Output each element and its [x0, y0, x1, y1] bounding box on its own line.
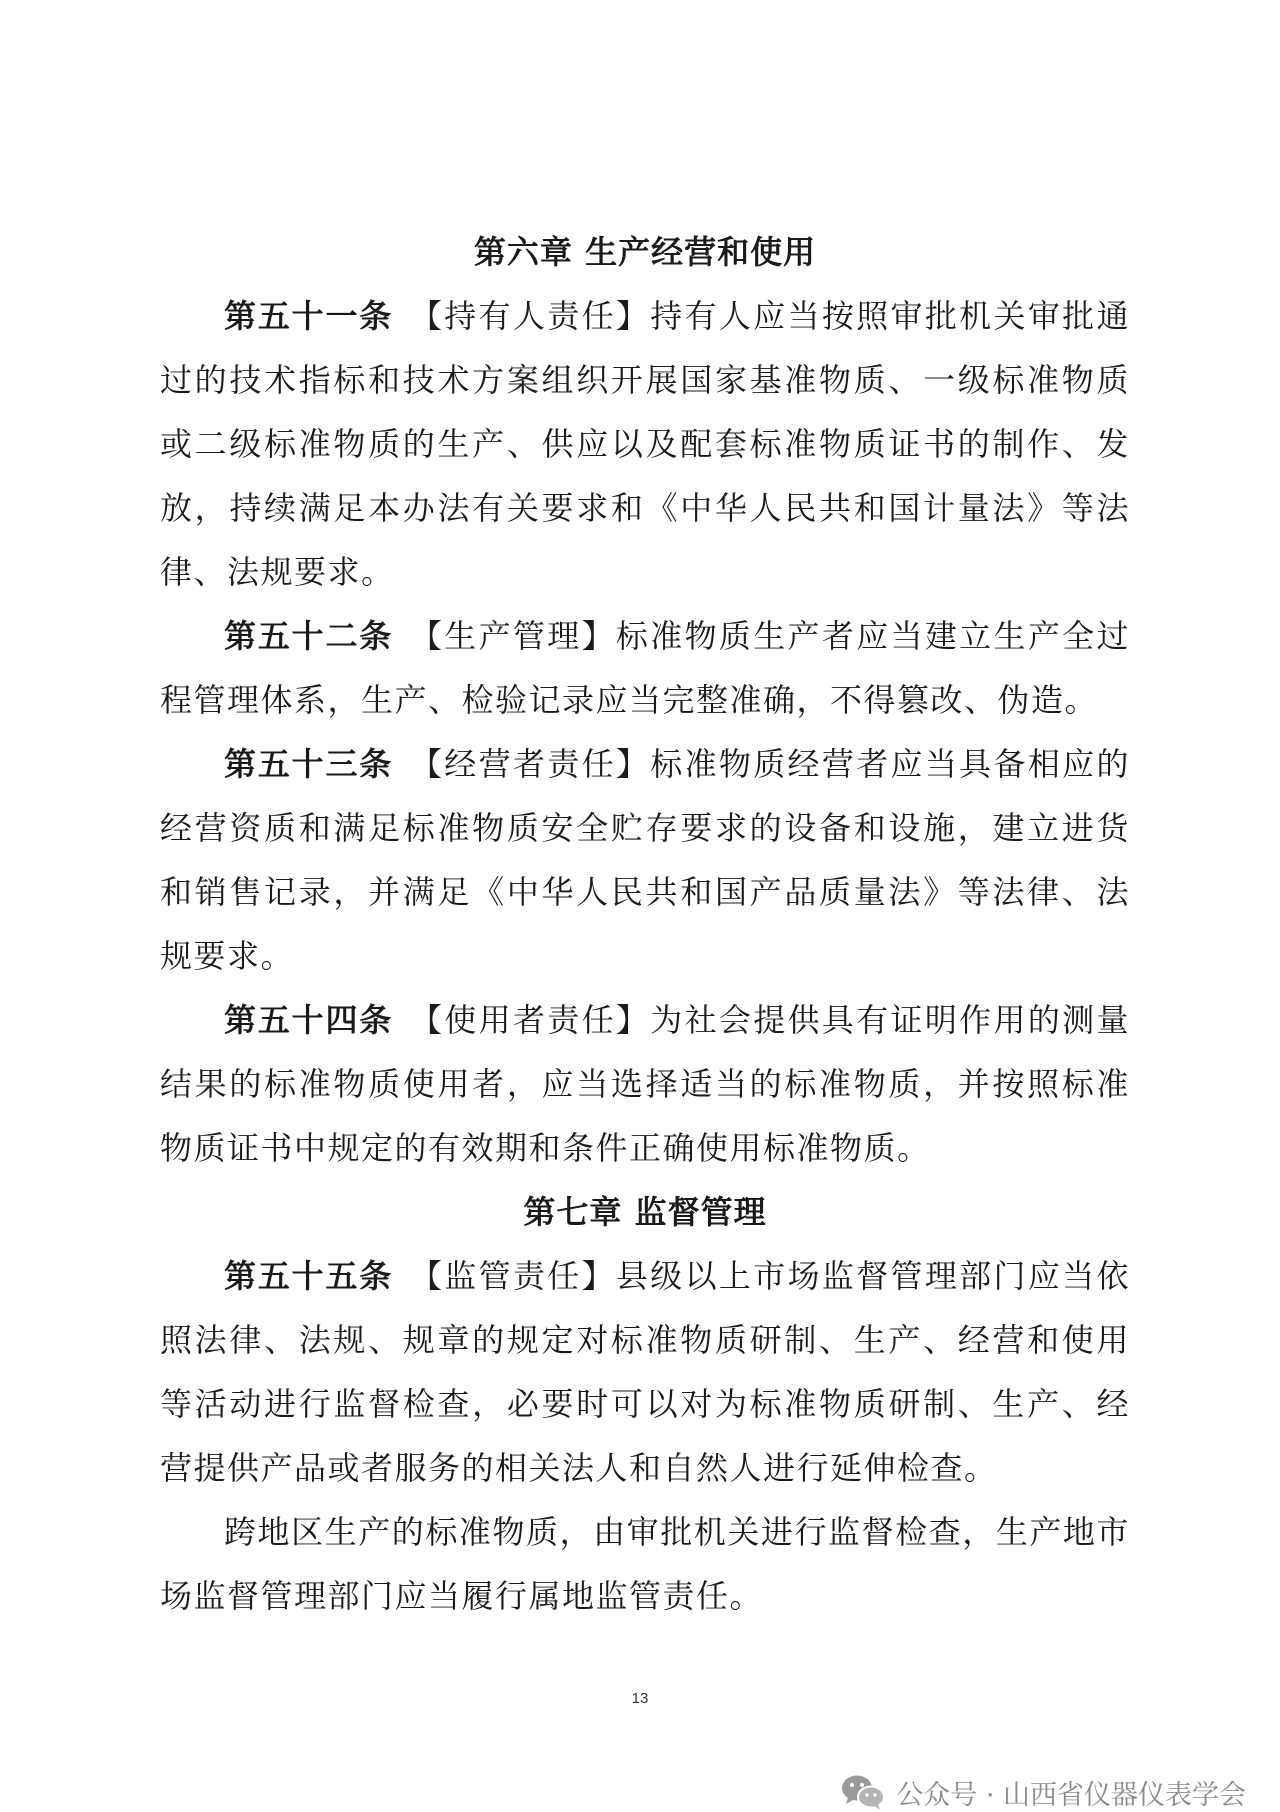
- document-body: [160, 220, 1130, 1628]
- article-52: [160, 604, 1130, 732]
- chapter-6-title: 第六章 生产经营和使用: [473, 233, 817, 271]
- article-53: [160, 732, 1130, 988]
- article-52-number: 第五十二条: [224, 617, 394, 655]
- article-54-body: 【使用者责任】为社会提供具有证明作用的测量结果的标准物质使用者，应当选择适当的标准物质，并按照标准物质证书中规定的有效期和条件正确使用标准物质。: [160, 1001, 1130, 1167]
- article-54-number: 第五十四条: [224, 1001, 394, 1039]
- article-55: [160, 1244, 1130, 1500]
- watermark-text: 公众号 · 山西省仪器仪表学会: [896, 1779, 1246, 1811]
- article-53-number: 第五十三条: [224, 745, 394, 783]
- article-52-body: 【生产管理】标准物质生产者应当建立生产全过程管理体系，生产、检验记录应当完整准确，不得篡改、伪造。: [160, 617, 1130, 719]
- article-53-body: 【经营者责任】标准物质经营者应当具备相应的经营资质和满足标准物质安全贮存要求的设备和设施，建立进货和销售记录，并满足《中华人民共和国产品质量法》等法律、法规要求。: [160, 745, 1130, 975]
- article-51-number: 第五十一条: [224, 297, 394, 335]
- page-number: 13: [631, 1690, 649, 1707]
- chapter-7-title: 第七章 监督管理: [523, 1193, 767, 1231]
- article-51: [160, 284, 1130, 604]
- cross-region-paragraph: 跨地区生产的标准物质，由审批机关进行监督检查，生产地市场监督管理部门应当履行属地监管责任。: [160, 1513, 1130, 1615]
- article-55-number: 第五十五条: [224, 1257, 394, 1295]
- article-51-body: 【持有人责任】持有人应当按照审批机关审批通过的技术指标和技术方案组织开展国家基准物质、一级标准物质或二级标准物质的生产、供应以及配套标准物质证书的制作、发放，持续满足本办法有关要求和《中华人民共和国计量法》等法律、法规要求。: [160, 297, 1130, 591]
- wechat-watermark: [840, 1772, 1246, 1812]
- wechat-icon: [840, 1773, 886, 1811]
- article-54: [160, 988, 1130, 1180]
- article-55-body: 【监管责任】县级以上市场监督管理部门应当依照法律、法规、规章的规定对标准物质研制、生产、经营和使用等活动进行监督检查，必要时可以对为标准物质研制、生产、经营提供产品或者服务的相关法人和自然人进行延伸检查。: [160, 1257, 1130, 1487]
